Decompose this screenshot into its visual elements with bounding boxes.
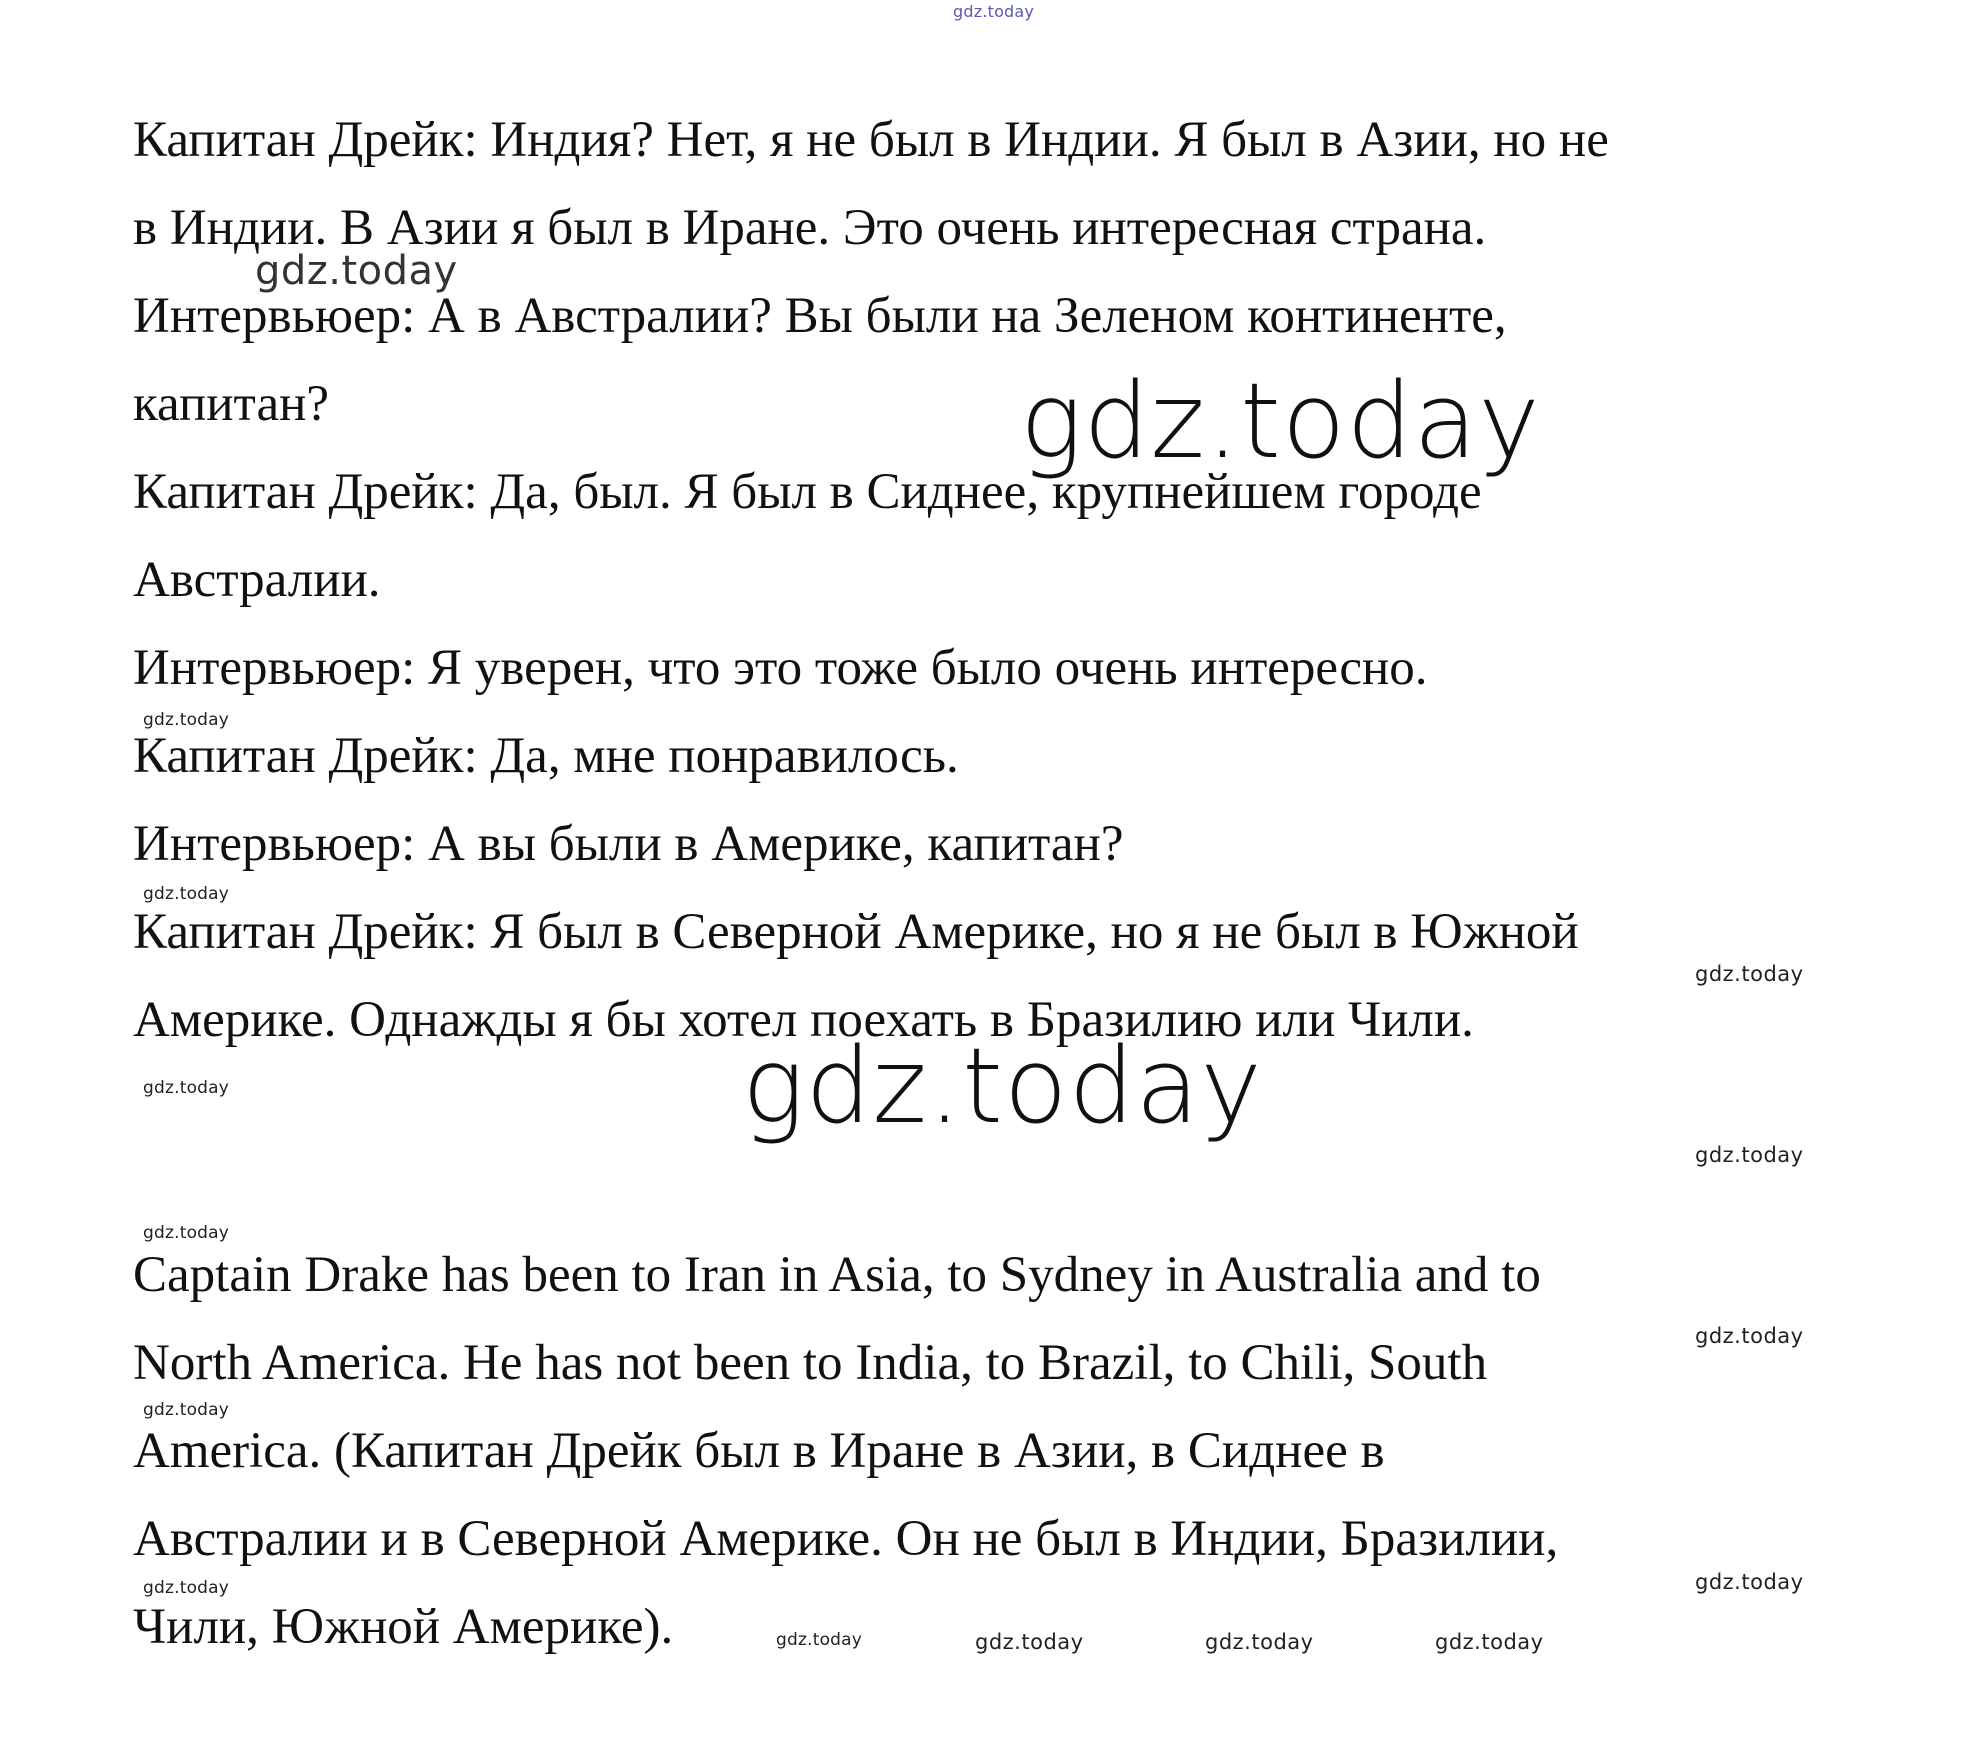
watermark: gdz.today [143,884,230,904]
dialogue-line: Америке. Однажды я бы хотел поехать в Бразилию или Чили. [133,992,1474,1048]
watermark: gdz.today [255,248,458,294]
dialogue-line: капитан? [133,376,330,432]
dialogue-line: Австралии. [133,552,381,608]
watermark: gdz.today [1205,1630,1314,1654]
watermark: gdz.today [975,1630,1084,1654]
watermark-large: gdz.today [1020,360,1541,482]
answer-line: North America. He has not been to India, to Brazil, to Chili, South [133,1335,1488,1391]
dialogue-line: в Индии. В Азии я был в Иране. Это очень интересная страна. [133,200,1487,256]
watermark: gdz.today [143,1223,230,1243]
watermark-top: gdz.today [953,2,1035,21]
answer-line: Австралии и в Северной Америке. Он не был в Индии, Бразилии, [133,1511,1559,1567]
answer-line: Captain Drake has been to Iran in Asia, to Sydney in Australia and to [133,1247,1541,1303]
watermark: gdz.today [1695,1143,1804,1167]
watermark: gdz.today [143,710,230,730]
dialogue-line: Капитан Дрейк: Да, был. Я был в Сиднее, крупнейшем городе [133,464,1482,520]
watermark: gdz.today [143,1078,230,1098]
dialogue-line: Капитан Дрейк: Я был в Северной Америке, но я не был в Южной [133,904,1579,960]
answer-line: America. (Капитан Дрейк был в Иране в Азии, в Сиднее в [133,1423,1385,1479]
dialogue-line: Капитан Дрейк: Да, мне понравилось. [133,728,959,784]
watermark: gdz.today [1695,1570,1804,1594]
dialogue-line: Капитан Дрейк: Индия? Нет, я не был в Индии. Я был в Азии, но не [133,112,1609,168]
dialogue-line: Интервьюер: А в Австралии? Вы были на Зеленом континенте, [133,288,1507,344]
watermark: gdz.today [143,1578,230,1598]
watermark: gdz.today [776,1630,863,1650]
watermark-large: gdz.today [742,1025,1263,1147]
watermark: gdz.today [1435,1630,1544,1654]
watermark: gdz.today [143,1400,230,1420]
watermark: gdz.today [1695,1324,1804,1348]
dialogue-line: Интервьюер: Я уверен, что это тоже было очень интересно. [133,640,1428,696]
dialogue-line: Интервьюер: А вы были в Америке, капитан? [133,816,1124,872]
answer-line: Чили, Южной Америке). [133,1599,674,1655]
watermark: gdz.today [1695,962,1804,986]
